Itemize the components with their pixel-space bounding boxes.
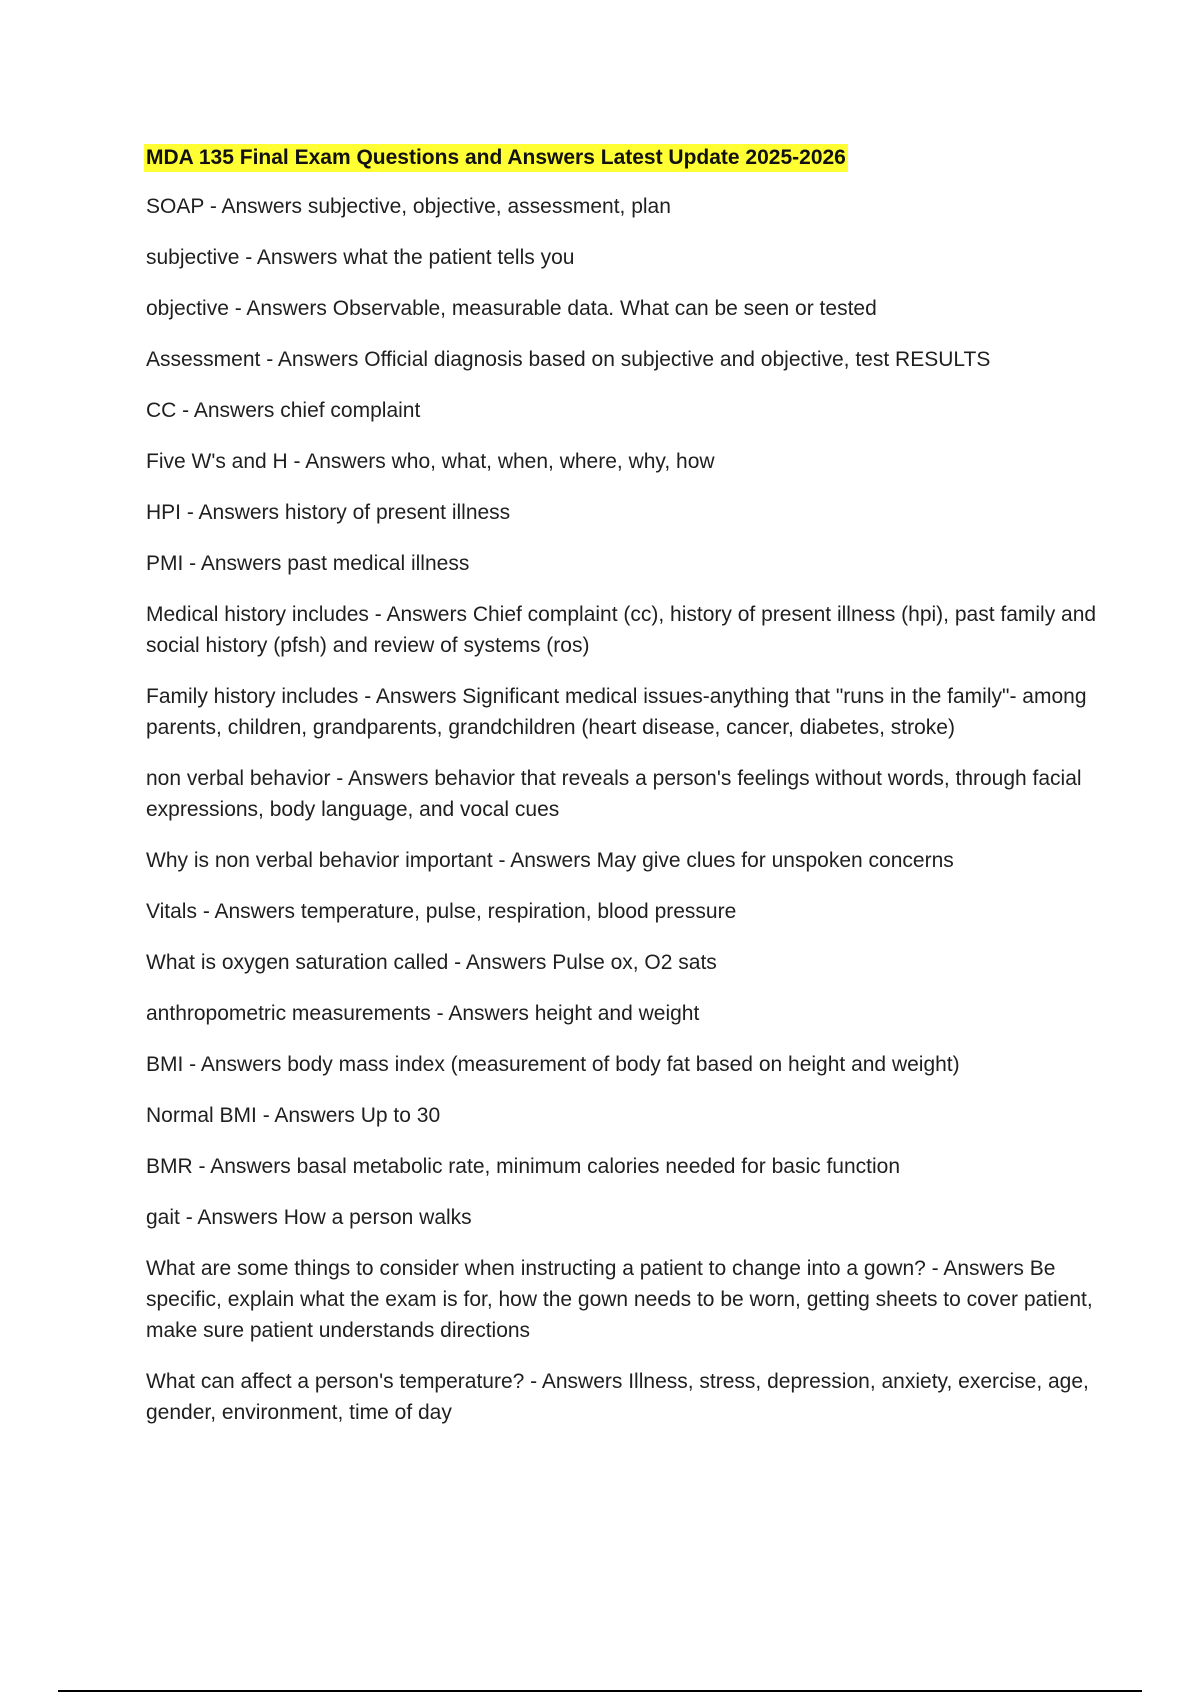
qa-separator: - [183, 1053, 201, 1076]
qa-answer-label: Answers [510, 849, 591, 872]
footer-rule [58, 1690, 1142, 1692]
qa-entry [146, 497, 1098, 528]
document-title: MDA 135 Final Exam Questions and Answers Latest Update 2025-2026 [144, 144, 848, 172]
qa-answer: subjective, objective, assessment, plan [307, 195, 671, 218]
qa-answer-label: Answers [386, 603, 467, 626]
qa-answer: basal metabolic rate, minimum calories needed for basic function [296, 1155, 901, 1178]
qa-separator: - [239, 246, 257, 269]
qa-separator: - [256, 1104, 275, 1127]
qa-entry [146, 548, 1098, 579]
qa-answer: May give clues for unspoken concerns [596, 849, 954, 872]
qa-term: Assessment [146, 348, 261, 371]
qa-entry [146, 1202, 1098, 1233]
qa-answer-label: Answers [221, 195, 303, 218]
qa-answer-label: Answers [193, 399, 275, 422]
qa-answer-label: Answers [375, 685, 457, 708]
qa-entry [146, 947, 1098, 978]
qa-answer-label: Answers [541, 1370, 623, 1393]
qa-answer: Up to 30 [360, 1104, 441, 1127]
qa-separator: - [358, 685, 376, 708]
qa-answer: Official diagnosis based on subjective and objective, test RESULTS [364, 348, 991, 371]
qa-term: Five W's and H [146, 450, 288, 473]
qa-separator: - [196, 900, 215, 923]
qa-answer-label: Answers [210, 1155, 291, 1178]
qa-answer: Observable, measurable data. What can be seen or tested [332, 297, 877, 320]
qa-separator: - [287, 450, 306, 473]
qa-answer: what the patient tells you [343, 246, 575, 269]
qa-term: BMR [146, 1155, 193, 1178]
qa-separator: - [176, 399, 194, 422]
qa-entry [146, 998, 1098, 1029]
qa-answer-label: Answers [943, 1257, 1024, 1280]
qa-term: Family history includes [146, 685, 359, 708]
qa-entry [146, 599, 1098, 661]
qa-answer: height and weight [534, 1002, 700, 1025]
qa-entry [146, 896, 1098, 927]
qa-entry [146, 681, 1098, 743]
qa-answer-label: Answers [448, 1002, 529, 1025]
qa-answer: history of present illness [284, 501, 511, 524]
qa-term: CC [146, 399, 177, 422]
qa-entry [146, 845, 1098, 876]
qa-entry [146, 395, 1098, 426]
qa-term: subjective [146, 246, 240, 269]
qa-term: Vitals [146, 900, 197, 923]
qa-separator: - [448, 951, 466, 974]
qa-separator: - [330, 767, 348, 790]
qa-entry [146, 242, 1098, 273]
qa-answer: Chief complaint (cc), history of present illness (hpi), past family and social history (pfsh) and review of systems (ros) [146, 603, 1097, 657]
qa-term: Why is non verbal behavior important [146, 849, 493, 872]
qa-answer-label: Answers [274, 1104, 355, 1127]
qa-answer: body mass index (measurement of body fat based on height and weight) [287, 1053, 960, 1076]
qa-separator: - [524, 1370, 542, 1393]
qa-entry [146, 1366, 1098, 1428]
qa-answer-label: Answers [198, 501, 280, 524]
qa-entry [146, 191, 1098, 222]
qa-answer: past medical illness [287, 552, 470, 575]
qa-answer: behavior that reveals a person's feelings without words, through facial expressions, body language, and vocal cues [146, 767, 1082, 821]
qa-term: Normal BMI [146, 1104, 257, 1127]
qa-answer: temperature, pulse, respiration, blood pressure [300, 900, 737, 923]
qa-answer-label: Answers [256, 246, 338, 269]
qa-answer-label: Answers [200, 552, 282, 575]
qa-term: anthropometric measurements [146, 1002, 431, 1025]
qa-answer-label: Answers [347, 767, 429, 790]
qa-answer-label: Answers [246, 297, 327, 320]
qa-separator: - [925, 1257, 944, 1280]
qa-term: Medical history includes [146, 603, 369, 626]
qa-separator: - [260, 348, 278, 371]
qa-entry [146, 1049, 1098, 1080]
qa-answer: chief complaint [280, 399, 421, 422]
qa-separator: - [430, 1002, 449, 1025]
qa-entry [146, 1100, 1098, 1131]
qa-separator: - [192, 1155, 211, 1178]
qa-answer-label: Answers [465, 951, 547, 974]
qa-term: PMI [146, 552, 184, 575]
qa-term: What are some things to consider when instructing a patient to change into a gown? [146, 1257, 926, 1280]
qa-term: HPI [146, 501, 182, 524]
qa-separator: - [203, 195, 222, 218]
qa-answer: Significant medical issues-anything that "runs in the family"- among parents, children, grandparents, grandchildren (heart disease, cancer, diabetes, stroke) [146, 685, 1087, 739]
qa-answer: Be specific, explain what the exam is for, how the gown needs to be worn, getting sheets to cover patient, make sure patient understands directions [146, 1257, 1093, 1342]
qa-term: objective [146, 297, 229, 320]
qa-term: non verbal behavior [146, 767, 331, 790]
qa-answer-label: Answers [197, 1206, 278, 1229]
qa-answer: who, what, when, where, why, how [391, 450, 715, 473]
qa-term: What can affect a person's temperature? [146, 1370, 525, 1393]
qa-term: SOAP [146, 195, 204, 218]
qa-answer-label: Answers [200, 1053, 282, 1076]
qa-entry [146, 1151, 1098, 1182]
document-content [146, 144, 1098, 1448]
qa-separator: - [181, 501, 199, 524]
qa-separator: - [179, 1206, 198, 1229]
qa-entry [146, 344, 1098, 375]
qa-entry [146, 446, 1098, 477]
qa-list [146, 191, 1098, 1428]
qa-entry [146, 763, 1098, 825]
qa-separator: - [228, 297, 247, 320]
qa-answer-label: Answers [214, 900, 296, 923]
qa-separator: - [492, 849, 511, 872]
qa-term: gait [146, 1206, 180, 1229]
qa-separator: - [183, 552, 201, 575]
qa-answer-label: Answers [277, 348, 359, 371]
qa-separator: - [368, 603, 387, 626]
qa-answer: Illness, stress, depression, anxiety, exercise, age, gender, environment, time of day [146, 1370, 1089, 1424]
qa-entry [146, 1253, 1098, 1346]
qa-term: BMI [146, 1053, 184, 1076]
qa-answer-label: Answers [305, 450, 386, 473]
qa-term: What is oxygen saturation called [146, 951, 449, 974]
qa-entry [146, 293, 1098, 324]
qa-answer: How a person walks [283, 1206, 472, 1229]
qa-answer: Pulse ox, O2 sats [552, 951, 717, 974]
